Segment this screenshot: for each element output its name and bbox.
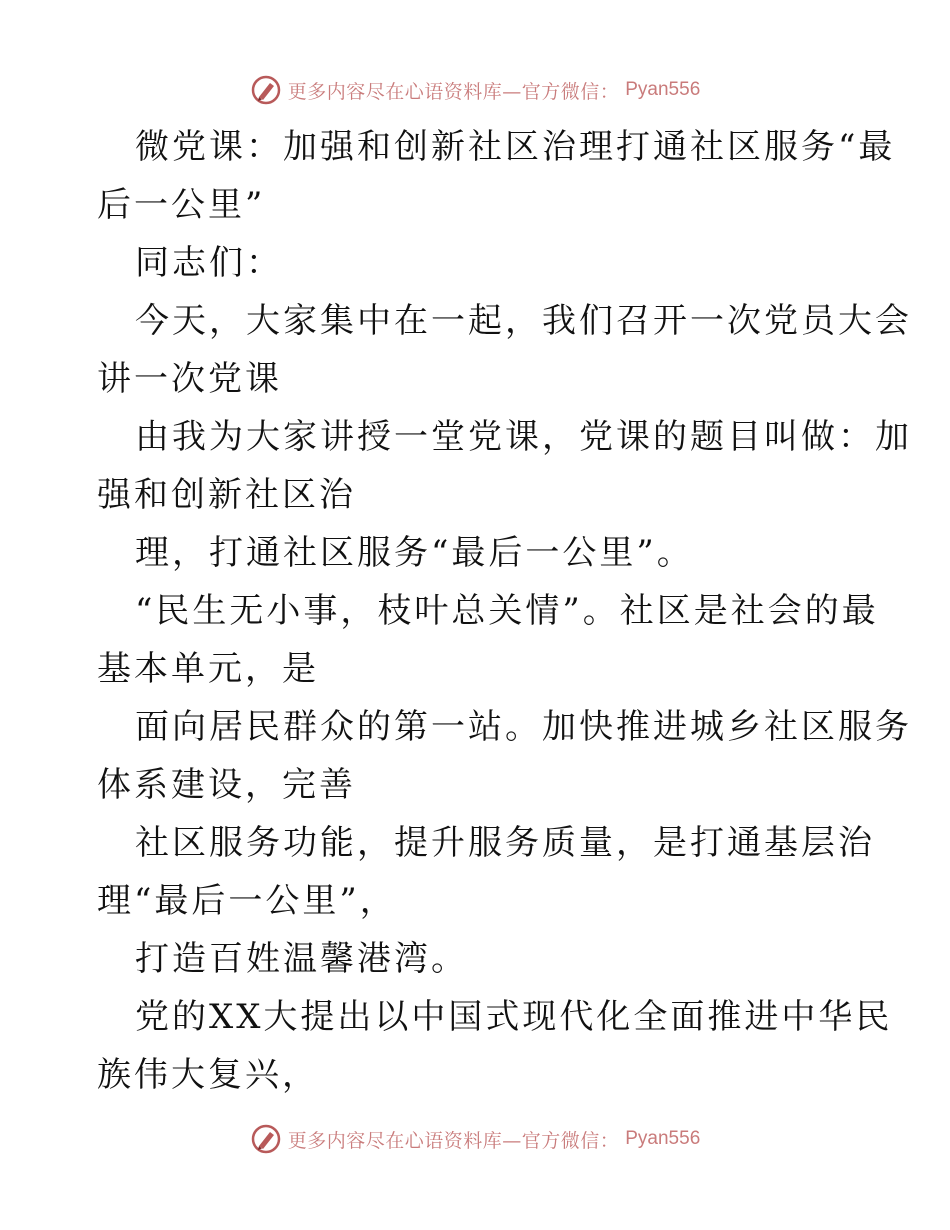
text-line: 党的XX大提出以中国式现代化全面推进中华民 bbox=[135, 997, 893, 1037]
text-line: 今天，大家集中在一起，我们召开一次党员大会 bbox=[135, 301, 912, 341]
text-line: 面向居民群众的第一站。加快推进城乡社区服务 bbox=[135, 707, 912, 747]
text-line: 微党课：加强和创新社区治理打通社区服务“最 bbox=[135, 127, 896, 167]
text-line: 社区服务功能，提升服务质量，是打通基层治 bbox=[135, 823, 875, 863]
watermark-text: 更多内容尽在心语资料库—官方微信： bbox=[287, 80, 620, 103]
text-line: 后一公里” bbox=[97, 185, 266, 225]
text-line: 体系建设，完善 bbox=[97, 765, 356, 805]
watermark-wechat-id: Pyan556 bbox=[625, 1128, 701, 1149]
text-line: 理，打通社区服务“最后一公里”。 bbox=[135, 533, 694, 573]
text-line: “民生无小事，枝叶总关情”。社区是社会的最 bbox=[135, 591, 879, 631]
text-line: 基本单元，是 bbox=[97, 649, 319, 689]
text-line: 强和创新社区治 bbox=[97, 475, 356, 515]
document-body bbox=[97, 118, 912, 1104]
text-line: 同志们： bbox=[135, 243, 283, 283]
text-line: 由我为大家讲授一堂党课，党课的题目叫做：加 bbox=[135, 417, 912, 457]
text-line: 族伟大复兴， bbox=[97, 1055, 319, 1095]
header-watermark bbox=[0, 70, 950, 110]
pen-logo-icon bbox=[250, 1123, 282, 1155]
footer-watermark bbox=[0, 1119, 950, 1159]
text-line: 打造百姓温馨港湾。 bbox=[135, 939, 468, 979]
watermark-text: 更多内容尽在心语资料库—官方微信： bbox=[287, 1129, 620, 1152]
text-line: 理“最后一公里”， bbox=[97, 881, 397, 921]
watermark-wechat-id: Pyan556 bbox=[625, 79, 701, 100]
text-line: 讲一次党课 bbox=[97, 359, 282, 399]
pen-logo-icon bbox=[250, 74, 282, 106]
